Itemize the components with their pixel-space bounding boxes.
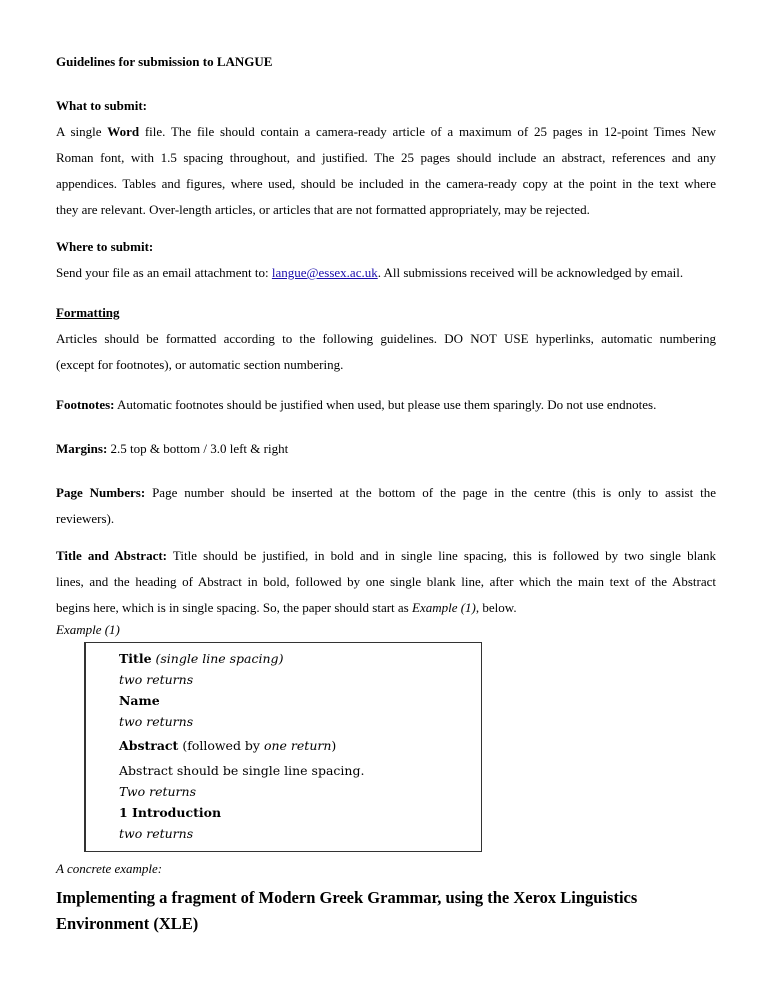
- what-to-submit-heading: What to submit:: [56, 98, 148, 113]
- title-abstract-line: begins here, which is in single spacing. So, the paper should start as Example (1), below.: [56, 600, 517, 615]
- example-title-line: Title (single line spacing): [119, 651, 284, 666]
- example-returns-line: two returns: [119, 826, 194, 841]
- what-to-submit-line: Roman font, with 1.5 spacing throughout, and justified. The 25 pages should include an abstract, references and any: [56, 150, 716, 165]
- document-heading: Guidelines for submission to LANGUE: [56, 54, 273, 69]
- what-to-submit-line: they are relevant. Over-length articles, or articles that are not formatted appropriately, may be rejected.: [56, 202, 590, 217]
- example-name-line: Name: [119, 693, 160, 708]
- footnotes-paragraph: Footnotes: Automatic footnotes should be justified when used, but please use them sparingly. Do not use endnotes.: [56, 397, 657, 412]
- example-intro-line: 1 Introduction: [119, 805, 222, 820]
- example-returns-line: two returns: [119, 672, 194, 687]
- concrete-example-title: Implementing a fragment of Modern Greek Grammar, using the Xerox Linguistics Environment (XLE): [56, 888, 638, 933]
- example-abstract-line: Abstract (followed by one return): [119, 738, 337, 753]
- what-to-submit-line: A single Word file. The file should contain a camera-ready article of a maximum of 25 pages in 12-point Times New: [56, 124, 716, 139]
- example-box: [84, 642, 482, 852]
- email-link[interactable]: langue@essex.ac.uk: [271, 265, 378, 280]
- example-abstract-text: Abstract should be single line spacing.: [119, 763, 365, 778]
- example-returns-line: two returns: [119, 714, 194, 729]
- page-numbers-line: Page Numbers: Page number should be inserted at the bottom of the page in the centre (this is only to assist the: [56, 485, 716, 500]
- title-abstract-line: lines, and the heading of Abstract in bold, followed by one single blank line, after which the main text of the Abstract: [56, 574, 716, 589]
- example-label: Example (1): [56, 622, 120, 637]
- where-to-submit-heading: Where to submit:: [56, 239, 154, 254]
- formatting-heading: Formatting: [56, 305, 120, 320]
- where-to-submit-line: Send your file as an email attachment to: langue@essex.ac.uk. All submissions received will be acknowledged by email.: [56, 265, 684, 280]
- formatting-line: Articles should be formatted according to the following guidelines. DO NOT USE hyperlinks, automatic numbering: [56, 331, 716, 346]
- margins-paragraph: Margins: 2.5 top & bottom / 3.0 left & right: [56, 441, 289, 456]
- title-abstract-line: Title and Abstract: Title should be justified, in bold and in single line spacing, this is followed by two single blank: [56, 548, 716, 563]
- concrete-example-label: A concrete example:: [56, 861, 163, 876]
- what-to-submit-line: appendices. Tables and figures, where used, should be included in the camera-ready copy at the point in the text where: [56, 176, 716, 191]
- formatting-line: (except for footnotes), or automatic section numbering.: [56, 357, 344, 372]
- page-numbers-line: reviewers).: [56, 511, 115, 526]
- example-returns-line: Two returns: [119, 784, 196, 799]
